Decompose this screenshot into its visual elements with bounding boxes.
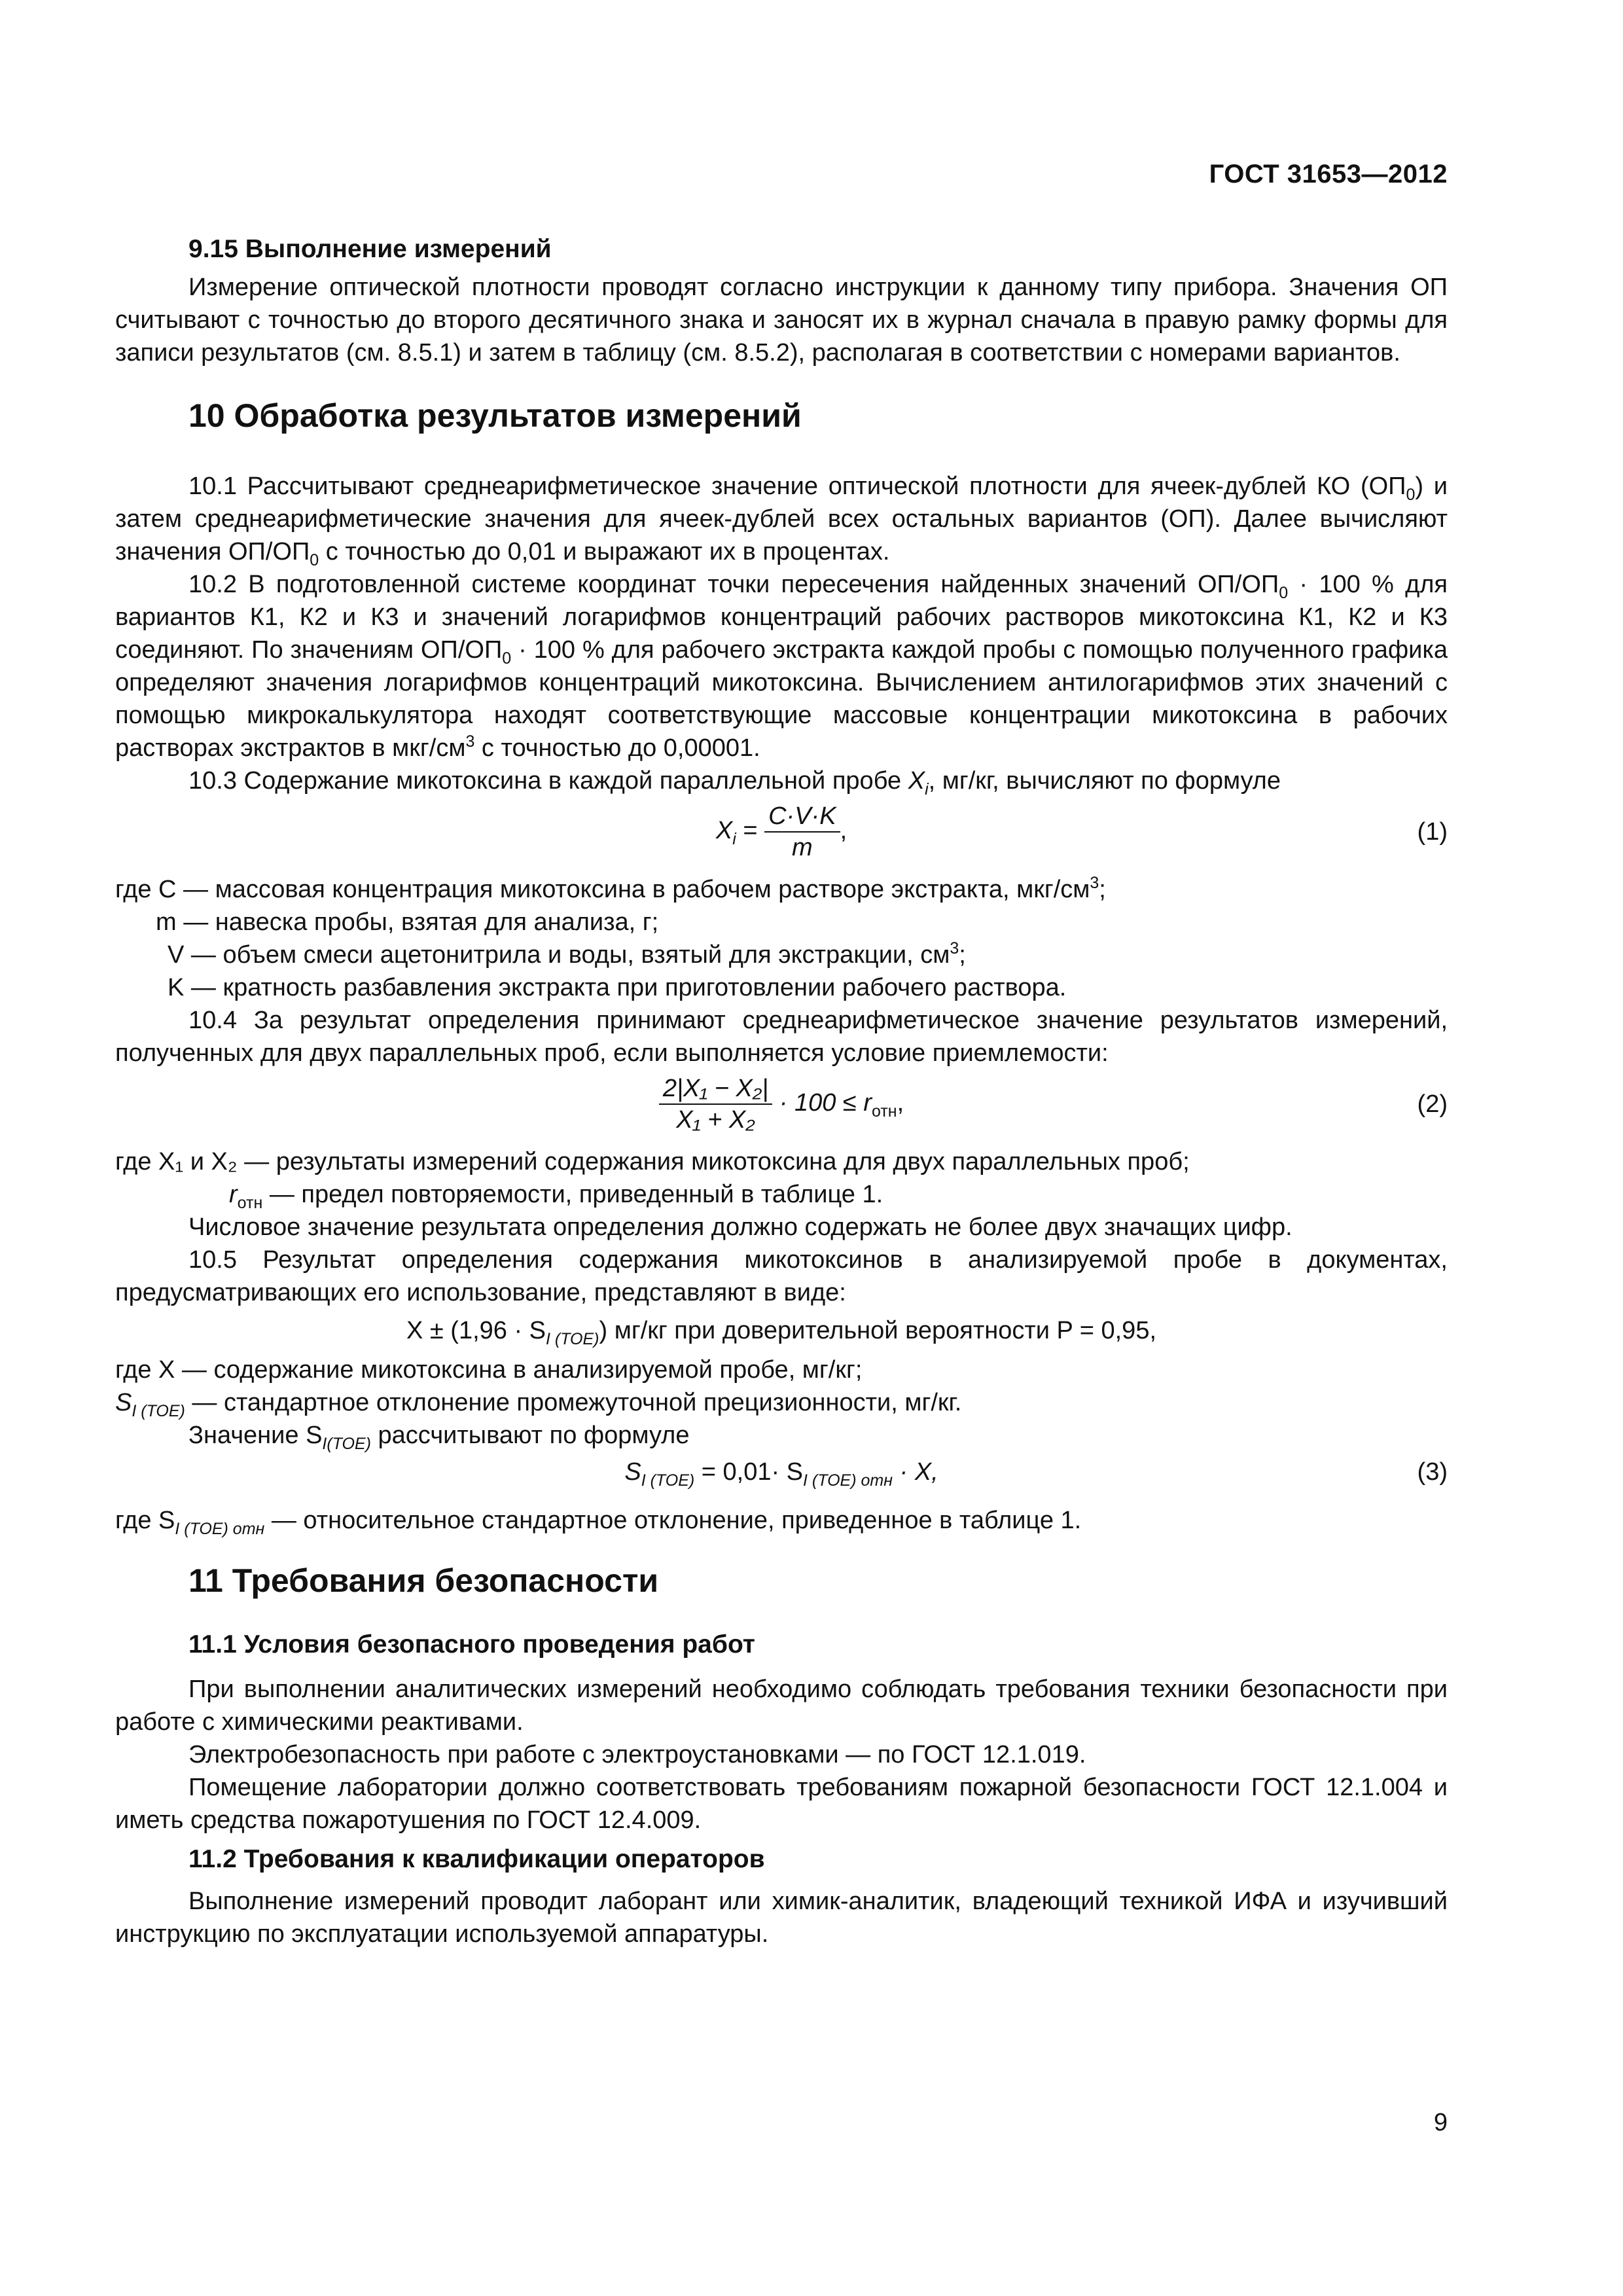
formula-3: $S_{I (TOE)} = 0,01\cdot S_{I (TOE) отн} \cdot X$, (3)	[115, 1456, 1448, 1498]
formula-3-number: (3)	[1417, 1458, 1448, 1486]
definition-X1-X2: где X₁ и X₂ — результаты измерений содержания микотоксина для двух параллельных проб;	[115, 1148, 1190, 1175]
definition-C: где C — массовая концентрация микотоксина в рабочем растворе экстракта, мкг/$см^3$;	[115, 874, 1106, 903]
paragraph-10-4: 10.4 За результат определения принимают среднеарифметическое значение результатов измерений, полученных для двух параллельных проб, если выполняется условие приемлемости:	[115, 1007, 1448, 1067]
paragraph-S-formula: Значение $S_{I(TOE)}$ рассчитывают по формуле	[188, 1422, 690, 1453]
paragraph-11-1-a: При выполнении аналитических измерений необходимо соблюдать требования техники безопасности при работе с химическими реактивами.	[115, 1676, 1448, 1736]
paragraph-10-3: 10.3 Содержание микотоксина в каждой параллельной пробе $X_i$, мг/кг, вычисляют по формуле	[188, 767, 1281, 798]
definition-V: V — объем смеси ацетонитрила и воды, взятый для экстракции, $см^3$;	[168, 939, 966, 969]
heading-section-11: 11 Требования безопасности	[188, 1562, 659, 1599]
paragraph-10-5: 10.5 Результат определения содержания микотоксинов в анализируемой пробе в документах, предусматривающих его использование, представляют в виде:	[115, 1246, 1448, 1306]
formula-2: $\frac{\text{2|X₁ − X₂|}}{\text{X₁ + X₂}}$ · $100 \le r_{отн}$, (2)	[115, 1073, 1448, 1139]
definition-K: K — кратность разбавления экстракта при приготовлении рабочего раствора.	[168, 974, 1067, 1001]
page-content	[115, 233, 1448, 1950]
definition-m: m — навеска пробы, взятая для анализа, г;	[156, 908, 659, 936]
definition-S: $S_{I (TOE)}$ — стандартное отклонение промежуточной прецизионности, мг/кг.	[115, 1389, 962, 1420]
formula-1-number: (1)	[1417, 818, 1448, 846]
formula-2-number: (2)	[1417, 1090, 1448, 1118]
definition-S-rel: где $S_{I (TOE) отн}$ — относительное стандартное отклонение, приведенное в таблице 1.	[115, 1507, 1082, 1538]
heading-11-2: 11.2 Требования к квалификации операторов	[188, 1845, 765, 1873]
heading-11-1: 11.1 Условия безопасного проведения работ	[188, 1630, 755, 1659]
document-code: ГОСТ 31653—2012	[1209, 160, 1448, 188]
paragraph-11-1-b: Электробезопасность при работе с электроустановками — по ГОСТ 12.1.019.	[188, 1741, 1086, 1768]
result-expression: $X \pm (1,96 \cdot S_{I (TOE)})$ мг/кг при доверительной вероятности P = 0,95,	[406, 1317, 1157, 1348]
definition-r: $r_{отн}$ — предел повторяемости, приведенный в таблице 1.	[229, 1181, 883, 1212]
formula-2-fraction: $\frac{\text{2|X₁ − X₂|}}{\text{X₁ + X₂}}$	[659, 1073, 772, 1135]
page-number: 9	[1433, 2109, 1448, 2136]
paragraph-10-1: 10.1 Рассчитывают среднеарифметическое значение оптической плотности для ячеек-дублей КО $(ОП_0)$ и затем среднеарифметические значения для ячеек-дублей всех остальных вариантов (ОП). Далее вычисляют значения $ОП/ОП_0$ с точностью до 0,01 и выражают их в процентах.	[115, 473, 1448, 569]
paragraph-11-1-c: Помещение лаборатории должно соответствовать требованиям пожарной безопасности ГОСТ 12.1.004 и иметь средства пожаротушения по ГОСТ 12.4.009.	[115, 1774, 1448, 1834]
paragraph-10-2: 10.2 В подготовленной системе координат точки пересечения найденных значений $ОП/ОП_0 \cdot 100$ % для вариантов К1, К2 и К3 и значений логарифмов концентраций рабочих растворов микотоксина К1, К2 и К3 соединяют. По значениям $ОП/ОП_0 \cdot 100$ % для рабочего экстракта каждой пробы с помощью полученного графика определяют значения логарифмов концентраций микотоксина. Вычислением антилогарифмов этих значений с помощью микрокалькулятора находят соответствующие массовые концентрации микотоксина в рабочих растворах экстрактов в мкг/$см^3$ с точностью до 0,00001.	[115, 571, 1448, 762]
paragraph-11-2: Выполнение измерений проводит лаборант или химик-аналитик, владеющий техникой ИФА и изучивший инструкцию по эксплуатации используемой аппаратуры.	[115, 1888, 1448, 1948]
formula-1: $X_i$ = $\frac{C\cdot V\cdot K}{m}$ , (1)	[715, 802, 1448, 861]
paragraph-digits: Числовое значение результата определения должно содержать не более двух значащих цифр.	[188, 1213, 1293, 1241]
paragraph-9-15: Измерение оптической плотности проводят согласно инструкции к данному типу прибора. Значения ОП считывают с точностью до второго десятичного знака и заносят их в журнал сначала в правую рамку формы для записи результатов (см. 8.5.1) и затем в таблицу (см. 8.5.2), располагая в соответствии с номерами вариантов.	[115, 274, 1448, 367]
heading-section-10: 10 Обработка результатов измерений	[188, 397, 802, 434]
heading-9-15: 9.15 Выполнение измерений	[188, 235, 552, 263]
formula-1-fraction: $\frac{C\cdot V\cdot K}{m}$	[764, 801, 840, 863]
definition-X: где X — содержание микотоксина в анализируемой пробе, мг/кг;	[115, 1356, 863, 1384]
